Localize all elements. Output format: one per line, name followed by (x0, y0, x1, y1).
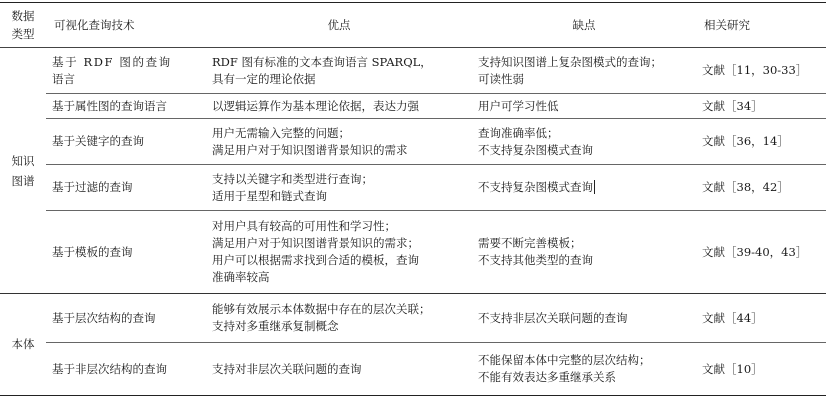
advantages-cell: 以逻辑运算作为基本理论依据，表达力强 (206, 94, 472, 119)
table-row (0, 211, 826, 294)
references-cell: 文献［34］ (696, 94, 826, 119)
header-advantages: 优点 (206, 3, 472, 48)
table-row (0, 165, 826, 211)
references-cell: 文献［44］ (696, 294, 826, 343)
group-label-knowledge-graph: 知识图谱 (0, 48, 46, 294)
technique-cell: 基于关键字的查询 (46, 119, 206, 165)
table-row (0, 119, 826, 165)
table-row (0, 343, 826, 396)
references-cell: 文献［38，42］ (696, 165, 826, 211)
table-row (0, 94, 826, 119)
advantages-cell: 支持以关键字和类型进行查询； 适用于星型和链式查询 (206, 165, 472, 211)
text-cursor-icon (594, 180, 595, 194)
references-cell: 文献［36，14］ (696, 119, 826, 165)
header-query-technique: 可视化查询技术 (46, 3, 206, 48)
advantages-cell: 支持对非层次关联问题的查询 (206, 343, 472, 396)
disadvantages-cell: 查询准确率低； 不支持复杂图模式查询 (472, 119, 696, 165)
header-related-research: 相关研究 (696, 3, 826, 48)
disadvantages-cell: 需要不断完善模板； 不支持其他类型的查询 (472, 211, 696, 294)
table-row (0, 48, 826, 94)
references-cell: 文献［11，30-33］ (696, 48, 826, 94)
disadvantages-cell: 不能保留本体中完整的层次结构； 不能有效表达多重继承关系 (472, 343, 696, 396)
disadvantages-cell: 不支持非层次关联问题的查询 (472, 294, 696, 343)
header-data-type: 数据类型 (0, 3, 46, 48)
technique-cell: 基于层次结构的查询 (46, 294, 206, 343)
technique-cell: 基于属性图的查询语言 (46, 94, 206, 119)
technique-cell: 基于 RDF 图的查询 语言 (46, 48, 206, 94)
references-cell: 文献［10］ (696, 343, 826, 396)
header-disadvantages: 缺点 (472, 3, 696, 48)
technique-cell: 基于过滤的查询 (46, 165, 206, 211)
advantages-cell: 用户无需输入完整的问题； 满足用户对于知识图谱背景知识的需求 (206, 119, 472, 165)
visual-query-comparison-table (0, 2, 826, 396)
disadvantages-cell: 支持知识图谱上复杂图模式的查询； 可读性弱 (472, 48, 696, 94)
disadvantages-cell: 不支持复杂图模式查询 (472, 165, 696, 211)
table-row (0, 294, 826, 343)
advantages-cell: RDF 图有标准的文本查询语言 SPARQL， 具有一定的理论依据 (206, 48, 472, 94)
technique-cell: 基于模板的查询 (46, 211, 206, 294)
advantages-cell: 对用户具有较高的可用性和学习性； 满足用户对于知识图谱背景知识的需求； 用户可以根据需求找到合适的模板，查询 准确率较高 (206, 211, 472, 294)
disadvantages-cell: 用户可学习性低 (472, 94, 696, 119)
technique-cell: 基于非层次结构的查询 (46, 343, 206, 396)
references-cell: 文献［39-40，43］ (696, 211, 826, 294)
table-header-row (0, 3, 826, 48)
group-label-ontology: 本体 (0, 294, 46, 396)
advantages-cell: 能够有效展示本体数据中存在的层次关联； 支持对多重继承复制概念 (206, 294, 472, 343)
